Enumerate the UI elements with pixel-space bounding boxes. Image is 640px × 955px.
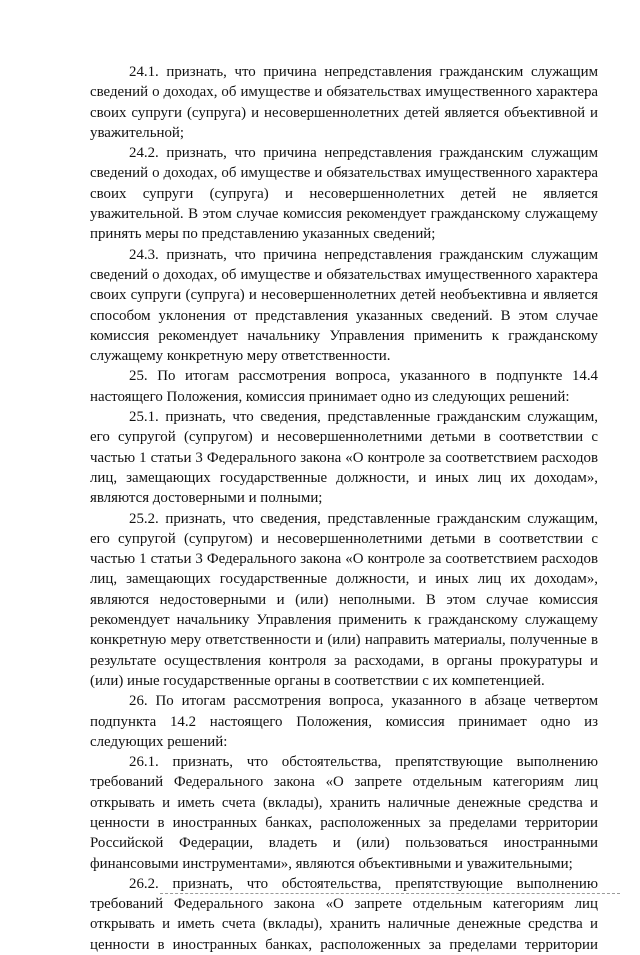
paragraph-25-1: 25.1. признать, что сведения, представленные гражданским служащим, его супругой (супругом) и несовершеннолетними детьми в соответствии с частью 1 статьи 3 Федерального закона «О контроле за соответствием расходов лиц, замещающих государственные должности, и иных лиц их доходам», являются достоверными и полными;	[90, 409, 598, 507]
paragraph-25-2: 25.2. признать, что сведения, представленные гражданским служащим, его супругой (супругом) и несовершеннолетними детьми в соответствии с частью 1 статьи 3 Федерального закона «О контроле за соответствием расходов лиц, замещающих государственные должности, и иных лиц их доходам», являются недостоверными и (или) неполными. В этом случае комиссия рекомендует начальнику Управления применить к гражданскому служащему конкретную меру ответственности и (или) направить материалы, полученные в результате осуществления контроля за расходами, в органы прокуратуры и (или) иные государственные органы в соответствии с их компетенцией.	[90, 510, 598, 689]
document-page	[90, 62, 598, 955]
page-bottom-rule	[160, 893, 620, 895]
paragraph-26-1: 26.1. признать, что обстоятельства, препятствующие выполнению требований Федерального закона «О запрете отдельным категориям лиц открывать и иметь счета (вклады), хранить наличные денежные средства и ценности в иностранных банках, расположенных за пределами территории Российской Федерации, владеть и (или) пользоваться иностранными финансовыми инструментами», являются объективными и уважительными;	[90, 754, 598, 872]
paragraph-26: 26. По итогам рассмотрения вопроса, указанного в абзаце четвертом подпункта 14.2 настоящего Положения, комиссия принимает одно из следующих решений:	[90, 693, 598, 750]
paragraph-24-1: 24.1. признать, что причина непредставления гражданским служащим сведений о доходах, об имуществе и обязательствах имущественного характера своих супруги (супруга) и несовершеннолетних детей является объективной и уважительной;	[90, 64, 598, 141]
paragraph-24-3: 24.3. признать, что причина непредставления гражданским служащим сведений о доходах, об имуществе и обязательствах имущественного характера своих супруги (супруга) и несовершеннолетних детей необъективна и является способом уклонения от представления указанных сведений. В этом случае комиссия рекомендует начальнику Управления применить к гражданскому служащему конкретную меру ответственности.	[90, 246, 598, 365]
paragraph-25: 25. По итогам рассмотрения вопроса, указанного в подпункте 14.4 настоящего Положения, комиссия принимает одно из следующих решений:	[90, 368, 598, 405]
paragraph-24-2: 24.2. признать, что причина непредставления гражданским служащим сведений о доходах, об имуществе и обязательствах имущественного характера своих супруги (супруга) и несовершеннолетних детей не является уважительной. В этом случае комиссия рекомендует гражданскому служащему принять меры по представлению указанных сведений;	[90, 145, 598, 243]
paragraph-26-2: 26.2. признать, что обстоятельства, препятствующие выполнению требований Федерального закона «О запрете отдельным категориям лиц открывать и иметь счета (вклады), хранить наличные денежные средства и ценности в иностранных банках, расположенных за пределами территории	[90, 875, 598, 953]
